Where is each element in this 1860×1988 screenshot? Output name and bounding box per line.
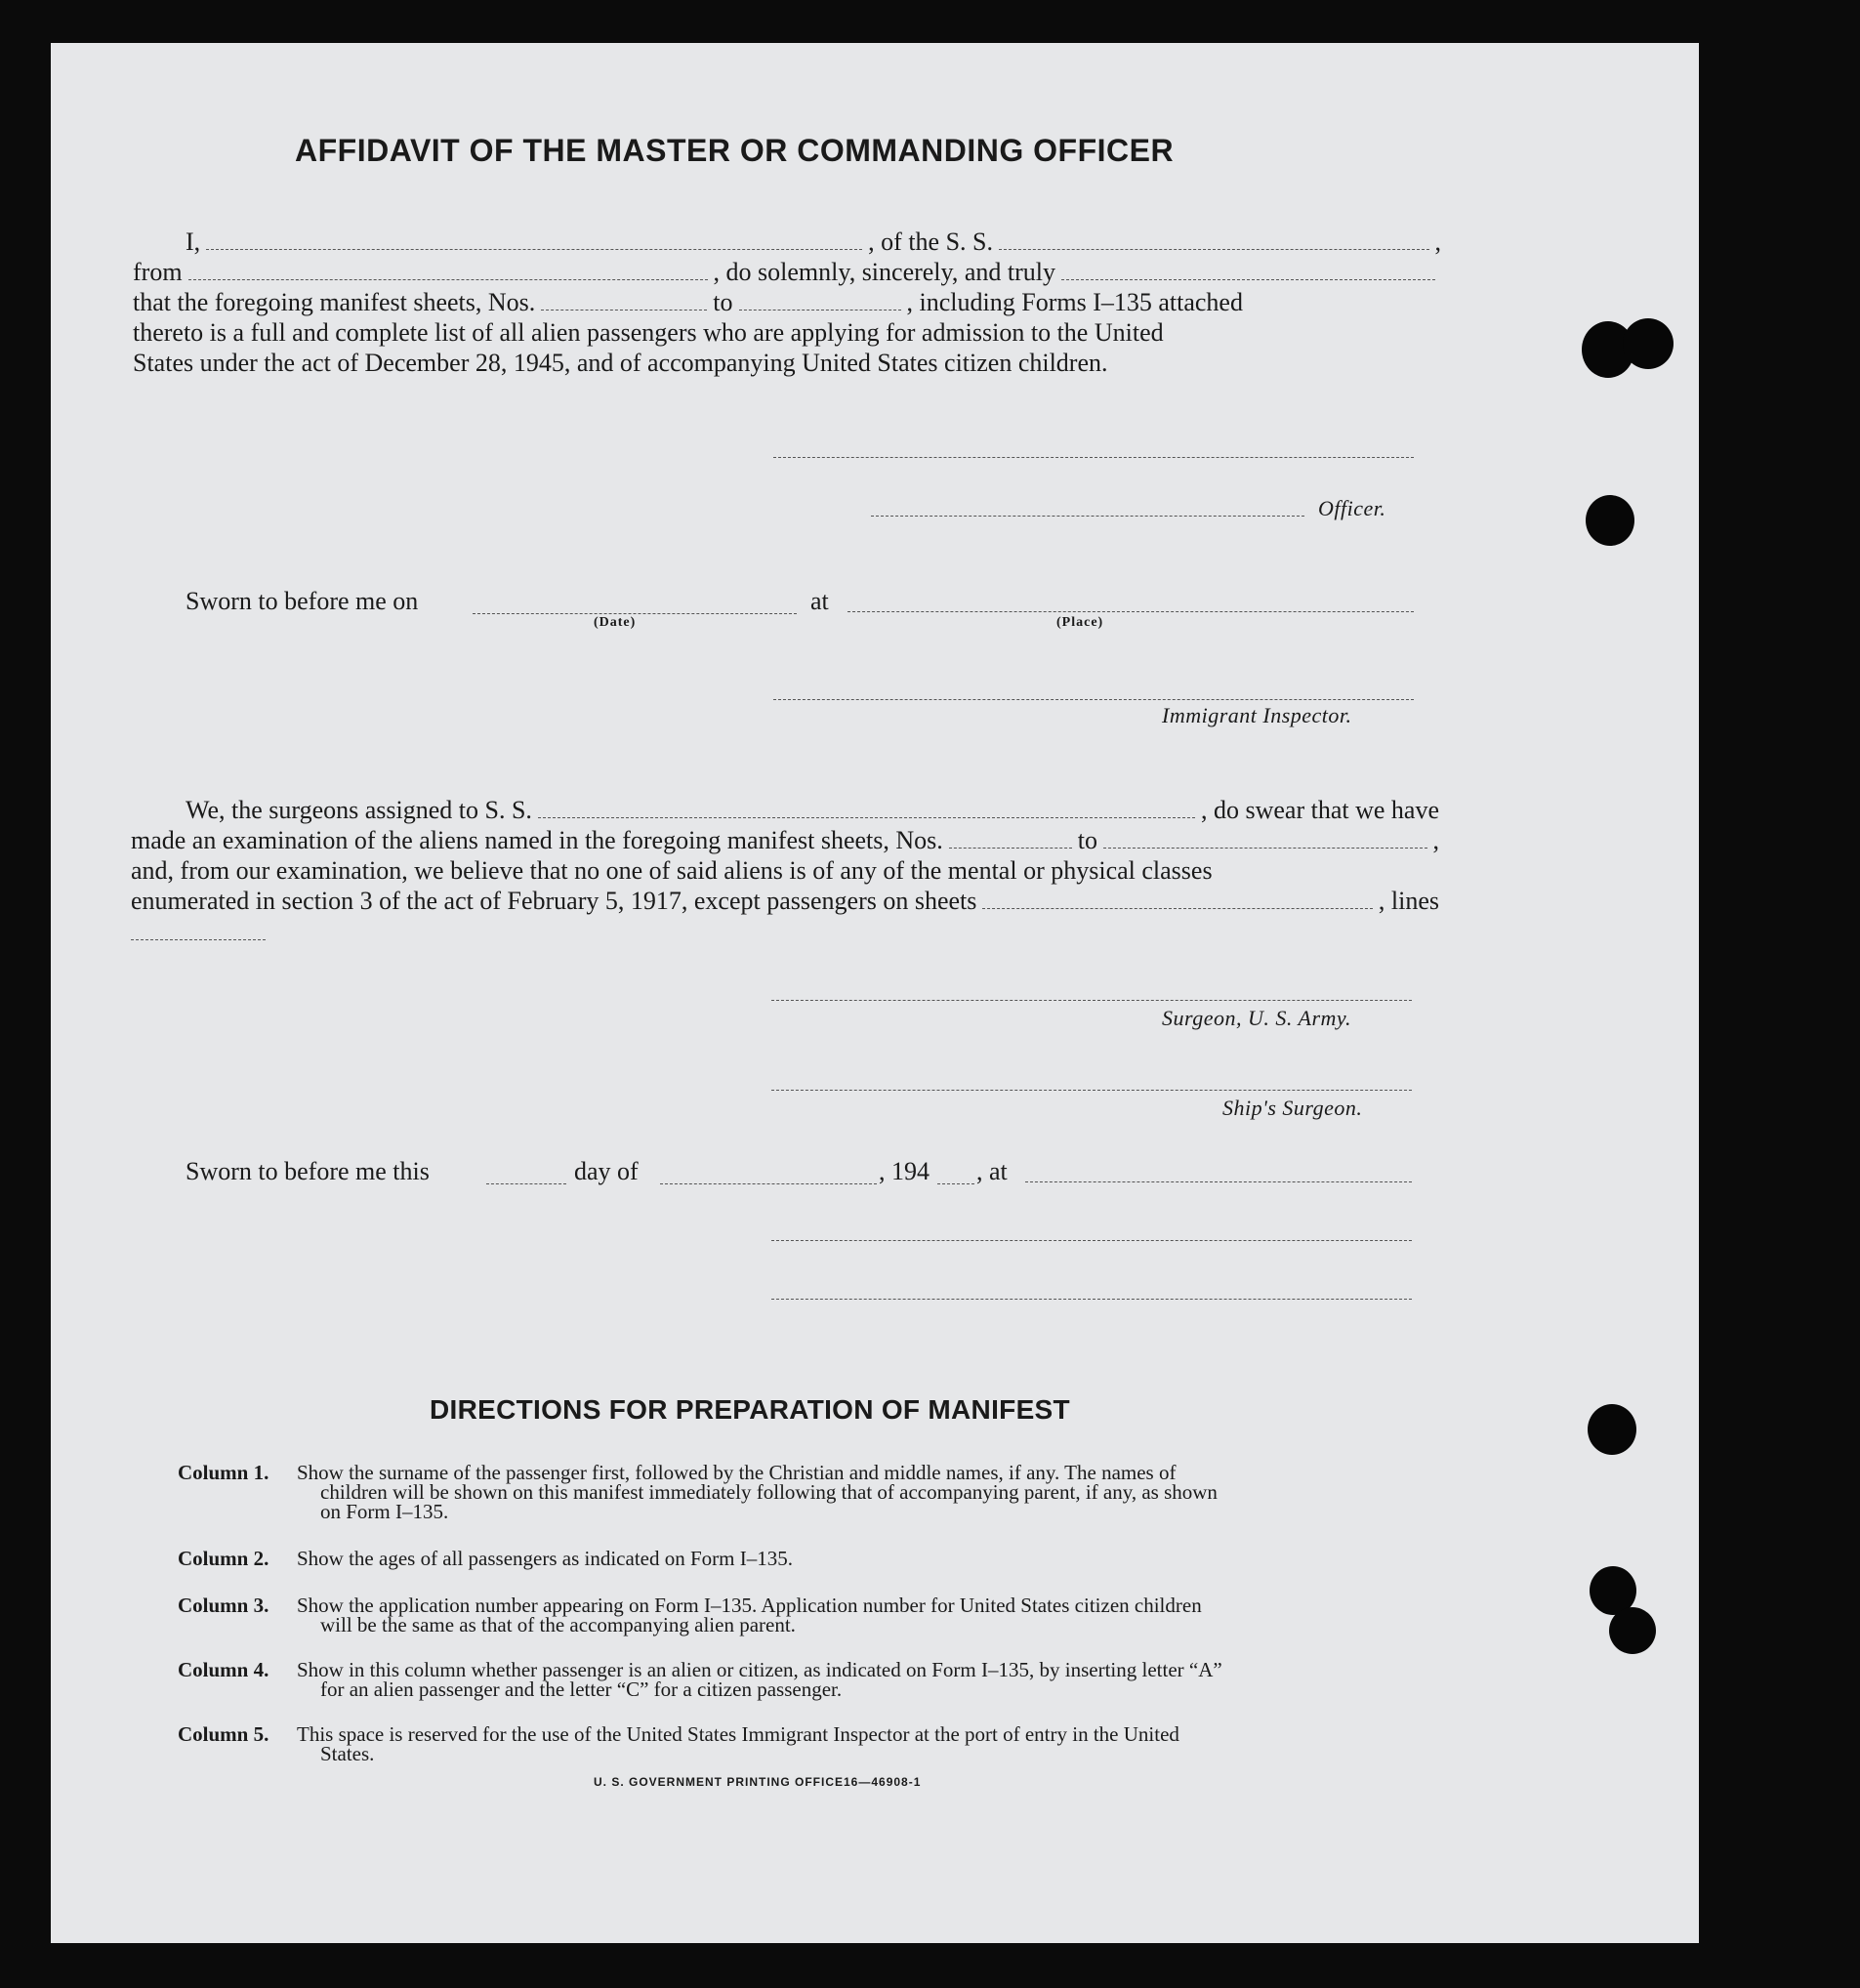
affidavit-text: States under the act of December 28, 1945, and of accompanying United States citizen children. (133, 349, 1108, 377)
army-surgeon-caption: Surgeon, U. S. Army. (1162, 1006, 1351, 1030)
affidavit-text: , (1434, 228, 1441, 256)
sheet-from-field[interactable] (541, 310, 707, 311)
sworn-year-field[interactable] (937, 1183, 974, 1184)
column-text (297, 1463, 1462, 1521)
day-of-text: day of (574, 1157, 639, 1185)
date-caption: (Date) (594, 615, 637, 630)
sworn-day-field[interactable] (486, 1183, 566, 1184)
sworn2-place-field[interactable] (1025, 1181, 1412, 1182)
ship-surgeon-caption: Ship's Surgeon. (1222, 1096, 1363, 1120)
punch-hole (1586, 495, 1634, 546)
punch-hole (1588, 1404, 1636, 1455)
at-text: , at (976, 1157, 1008, 1185)
affidavit-text: I, (186, 228, 201, 256)
sworn2-signature-line-1[interactable] (771, 1240, 1412, 1241)
column-text-line: children will be shown on this manifest immediately following that of accompanying parent, if any, as shown (320, 1480, 1218, 1504)
form-code: 16—46908-1 (844, 1775, 922, 1789)
column-text (297, 1549, 1462, 1568)
punch-hole (1623, 318, 1674, 369)
column-label: Column 2. (178, 1547, 269, 1570)
sworn-place-field[interactable] (847, 611, 1414, 612)
surgeons-paragraph (131, 795, 1439, 916)
affidavit-title: AFFIDAVIT OF THE MASTER OR COMMANDING OFFICER (295, 133, 1175, 168)
affidavit-text: from (133, 258, 183, 286)
affidavit-text: , of the S. S. (868, 228, 994, 256)
surgeons-text: and, from our examination, we believe that no one of said aliens is of any of the mental or physical classes (131, 856, 1213, 885)
directions-title: DIRECTIONS FOR PREPARATION OF MANIFEST (430, 1394, 1070, 1425)
affidavit-text: , including Forms I–135 attached (906, 288, 1243, 316)
oath-type-field[interactable] (1061, 279, 1435, 280)
officer-caption: Officer. (1318, 496, 1386, 520)
punch-hole (1609, 1607, 1656, 1654)
sworn-date-field[interactable] (473, 613, 797, 614)
exam-sheet-from-field[interactable] (949, 848, 1072, 849)
surgeons-text: to (1077, 826, 1097, 854)
surgeons-text: , lines (1378, 887, 1439, 915)
column-text (297, 1595, 1462, 1635)
ship-name-field[interactable] (999, 249, 1428, 250)
column-text-line: Show the application number appearing on Form I–135. Application number for United States citizen children (297, 1594, 1202, 1617)
surgeons-text: , (1432, 826, 1439, 854)
sworn-month-field[interactable] (660, 1183, 877, 1184)
surgeons-line-3 (131, 855, 1439, 886)
place-caption: (Place) (1056, 615, 1104, 630)
exception-lines-field[interactable] (131, 939, 266, 940)
exam-sheet-to-field[interactable] (1103, 848, 1427, 849)
column-label: Column 4. (178, 1658, 269, 1681)
affidavit-text: , do solemnly, sincerely, and truly (713, 258, 1055, 286)
inspector-caption: Immigrant Inspector. (1162, 703, 1352, 727)
column-text-line: States. (320, 1742, 375, 1765)
column-text-line: This space is reserved for the use of the United States Immigrant Inspector at the port of entry in the United (297, 1722, 1179, 1746)
surgeons-text: We, the surgeons assigned to S. S. (186, 796, 532, 824)
sheet-to-field[interactable] (739, 310, 901, 311)
affidavit-text: to (713, 288, 733, 316)
column-label: Column 1. (178, 1461, 269, 1484)
sworn-at-text: at (810, 587, 829, 615)
master-name-field[interactable] (206, 249, 862, 250)
affidavit-line-5 (133, 348, 1441, 378)
affidavit-line-3 (133, 287, 1441, 317)
surgeons-line-4 (131, 886, 1439, 916)
surgeons-line-2 (131, 825, 1439, 855)
ship-surgeon-signature-line[interactable] (771, 1090, 1412, 1091)
affidavit-line-4 (133, 317, 1441, 348)
column-text-line: for an alien passenger and the letter “C” for a citizen passenger. (320, 1677, 843, 1701)
year-text: , 194 (879, 1157, 930, 1185)
exception-sheets-field[interactable] (982, 908, 1372, 909)
officer-title-line[interactable] (871, 516, 1304, 517)
column-text (297, 1724, 1462, 1763)
column-text-line: Show the ages of all passengers as indicated on Form I–135. (297, 1547, 793, 1570)
surgeons-text: enumerated in section 3 of the act of February 5, 1917, except passengers on sheets (131, 887, 977, 915)
surgeons-line-1 (131, 795, 1439, 825)
column-text-line: on Form I–135. (320, 1500, 449, 1523)
from-port-field[interactable] (188, 279, 708, 280)
sworn-this-text: Sworn to before me this (186, 1157, 430, 1185)
column-label: Column 3. (178, 1594, 269, 1617)
army-surgeon-signature-line[interactable] (771, 1000, 1412, 1001)
affidavit-line-1 (133, 227, 1441, 257)
surgeons-text: , do swear that we have (1200, 796, 1439, 824)
inspector-signature-line[interactable] (773, 699, 1414, 700)
sworn-text: Sworn to before me on (186, 587, 419, 615)
printer-imprint: U. S. GOVERNMENT PRINTING OFFICE (594, 1775, 845, 1789)
column-text-line: Show in this column whether passenger is an alien or citizen, as indicated on Form I–135, by inserting letter “A” (297, 1658, 1222, 1681)
column-text (297, 1660, 1462, 1699)
column-text-line: Show the surname of the passenger first, followed by the Christian and middle names, if any. The names of (297, 1461, 1177, 1484)
sworn2-signature-line-2[interactable] (771, 1299, 1412, 1300)
surgeon-ship-field[interactable] (538, 817, 1195, 818)
sworn-before-line (186, 586, 418, 616)
officer-signature-line[interactable] (773, 457, 1414, 458)
form-page (51, 43, 1699, 1943)
column-label: Column 5. (178, 1722, 269, 1746)
affidavit-text: that the foregoing manifest sheets, Nos. (133, 288, 536, 316)
affidavit-paragraph (133, 227, 1441, 378)
affidavit-line-2 (133, 257, 1441, 287)
surgeons-text: made an examination of the aliens named in the foregoing manifest sheets, Nos. (131, 826, 943, 854)
affidavit-text: thereto is a full and complete list of all alien passengers who are applying for admission to the United (133, 318, 1164, 347)
column-text-line: will be the same as that of the accompanying alien parent. (320, 1613, 796, 1636)
